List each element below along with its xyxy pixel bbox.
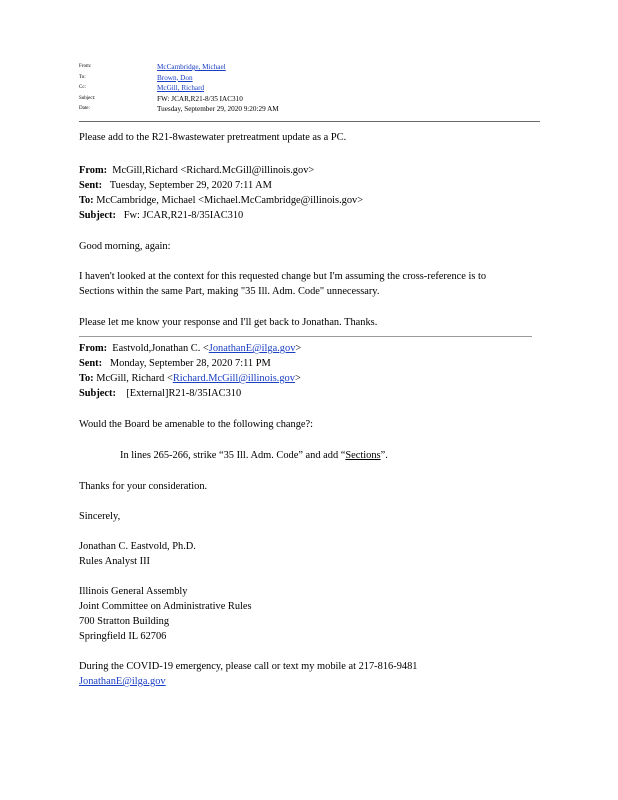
header-from-label: From: [79,64,92,69]
header-from-link[interactable]: McCambridge, Michael [157,63,226,71]
organization-block [79,584,252,644]
header-subject-value: FW: JCAR,R21-8/35 IAC310 [157,94,243,103]
msg2-to-label: To: [79,373,94,384]
msg2-subject-label: Subject: [79,388,116,399]
msg2-subject-value: [External]R21-8/35IAC310 [126,388,242,399]
signature-title: Rules Analyst III [79,556,150,567]
msg1-subject-value: Fw: JCAR,R21-8/35IAC310 [123,210,244,221]
msg2-question: Would the Board be amenable to the following change?: [79,419,314,430]
msg1-para1-line2: Sections within the same Part, making "35 Ill. Adm. Code" unnecessary. [79,286,380,297]
msg2-from-close: > [295,343,302,354]
msg2-headers [79,341,301,401]
msg2-instruction-suffix: ”. [380,450,388,461]
contact-block [79,659,417,689]
header-date-value: Tuesday, September 29, 2020 9:20:29 AM [157,105,279,113]
msg2-from-name: Eastvold,Jonathan C. < [112,343,209,354]
msg2-thanks: Thanks for your consideration. [79,481,208,492]
msg2-to-name: McGill, Richard < [96,373,173,384]
header-to-link[interactable]: Brown, Don [157,73,193,82]
msg1-subject-label: Subject: [79,210,116,221]
msg2-from-label: From: [79,343,108,354]
header-divider [79,121,540,122]
header-from-row [79,62,549,73]
msg2-instruction-word: Sections [345,450,381,461]
msg1-sent-label: Sent: [79,180,103,191]
msg1-para2: Please let me know your response and I'll get back to Jonathan. Thanks. [79,317,378,328]
header-cc-link[interactable]: McGill, Richard [157,84,205,92]
signature-block [79,539,196,569]
msg1-headers [79,163,363,223]
msg2-closing: Sincerely, [79,511,121,522]
msg1-greeting: Good morning, again: [79,241,171,252]
header-to-row [79,73,549,84]
header-subject-label: Subject: [79,95,96,101]
msg1-paragraph [79,269,486,299]
covid-note: During the COVID-19 emergency, please call or text my mobile at 217-816-9481 [79,661,418,672]
msg2-to-close: > [294,373,301,384]
msg1-to-value: McCambridge, Michael <Michael.McCambridge@illinois.gov> [96,195,364,206]
header-date-label: Date: [79,106,90,111]
header-to-label: To: [79,74,86,80]
msg1-from-label: From: [79,165,108,176]
msg2-to-email-link[interactable]: Richard.McGill@illinois.gov [172,373,295,384]
top-note: Please add to the R21-8wastewater pretreatment update as a PC. [79,132,347,143]
msg2-instruction-prefix: In lines 265-266, strike “35 Ill. Adm. Code” and add “ [120,450,346,461]
header-cc-row [79,83,549,94]
msg1-sent-value: Tuesday, September 29, 2020 7:11 AM [109,180,272,191]
email-header [79,62,549,115]
signature-name: Jonathan C. Eastvold, Ph.D. [79,541,196,552]
signature-email-link[interactable]: JonathanE@ilga.gov [79,676,166,687]
msg1-para1-line1: I haven't looked at the context for this requested change but I'm assuming the cross-reference is to [79,271,487,282]
msg1-to-label: To: [79,195,94,206]
org-line-2: Joint Committee on Administrative Rules [79,601,252,612]
org-line-1: Illinois General Assembly [79,586,188,597]
header-subject-row [79,94,549,105]
msg2-sent-label: Sent: [79,358,103,369]
msg1-from-value: McGill,Richard <Richard.McGill@illinois.gov> [112,165,315,176]
header-date-row [79,104,549,115]
address-line-1: 700 Stratton Building [79,616,170,627]
address-line-2: Springfield IL 62706 [79,631,167,642]
msg2-sent-value: Monday, September 28, 2020 7:11 PM [109,358,271,369]
msg2-instruction [120,448,388,463]
header-cc-label: Cc: [79,85,86,90]
message-divider [79,336,532,337]
msg2-from-email-link[interactable]: JonathanE@ilga.gov [208,343,296,354]
